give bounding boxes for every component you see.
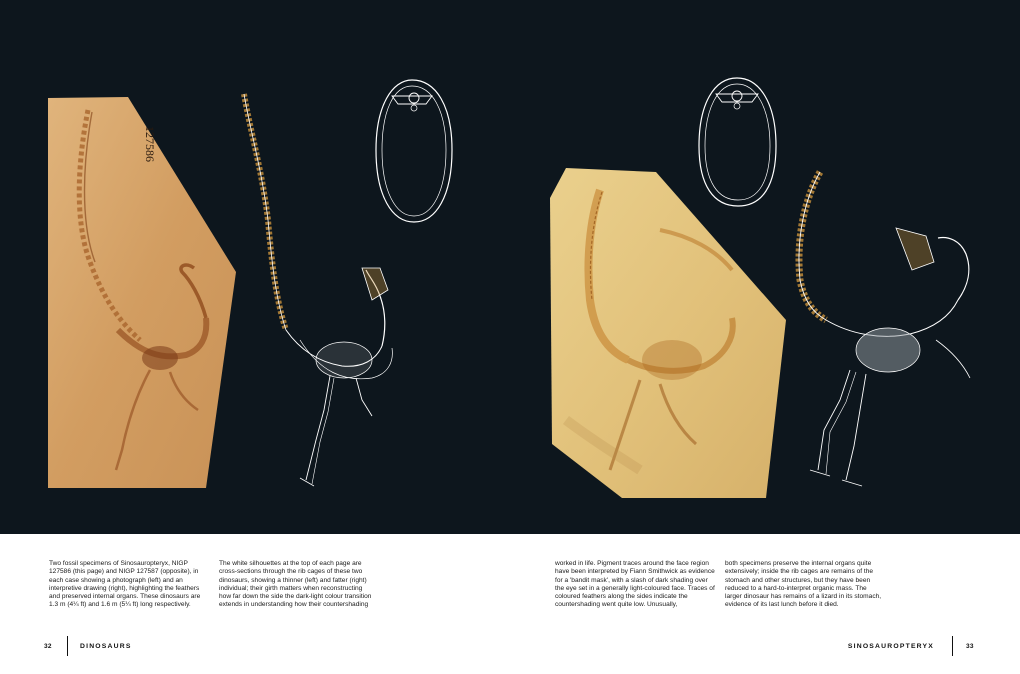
running-head-left: DINOSAURS: [80, 643, 132, 650]
fossil-photo-left: [48, 97, 236, 488]
caption-left-col2: The white silhouettes at the top of each page are cross-sections through the rib cages of these two dinosaurs, showing a thinner (left) and fatter (right) individual; their girth matters when reconstructing how far down the side the dark-light colour transition extends in understanding how their countershading: [219, 560, 372, 609]
page-number-left: 32: [44, 643, 52, 650]
caption-right-col2: both specimens preserve the internal organs quite extensively; inside the rib cages are remains of the stomach and other structures, but they have been reduced to a hard-to-interpret organic mass. The larger dinosaur has remains of a lizard in its stomach, evidence of its last lunch before it died.: [725, 560, 882, 609]
fossil-photo-right: [550, 168, 786, 498]
running-head-right: SINOSAUROPTERYX: [847, 643, 934, 650]
rib-cross-section-left: [376, 80, 452, 222]
interpretive-drawing-right: [799, 172, 970, 486]
rib-cross-section-right: [699, 78, 776, 206]
folio-divider-right: [952, 636, 953, 656]
interpretive-drawing-left: [244, 94, 392, 486]
caption-right-col1: worked in life. Pigment traces around the face region have been interpreted by Fiann Smithwick as evidence for a 'bandit mask', with a slash of dark shading over the eye set in a generally light-coloured face. Traces of coloured feathers along the sides indicate the countershading went quite low. Unusually,: [555, 560, 715, 609]
folio-divider-left: [67, 636, 68, 656]
specimen-label: 127586: [143, 126, 157, 162]
caption-left-col1: Two fossil specimens of Sinosauropteryx, NIGP 127586 (this page) and NIGP 127587 (opposite), in each case showing a photograph (left) and an interpretive drawing (right), highlighting the feathers and preserved internal organs. These dinosaurs are 1.3 m (4¼ ft) and 1.6 m (5¼ ft) long respectively.: [49, 560, 201, 609]
page-number-right: 33: [966, 643, 974, 650]
